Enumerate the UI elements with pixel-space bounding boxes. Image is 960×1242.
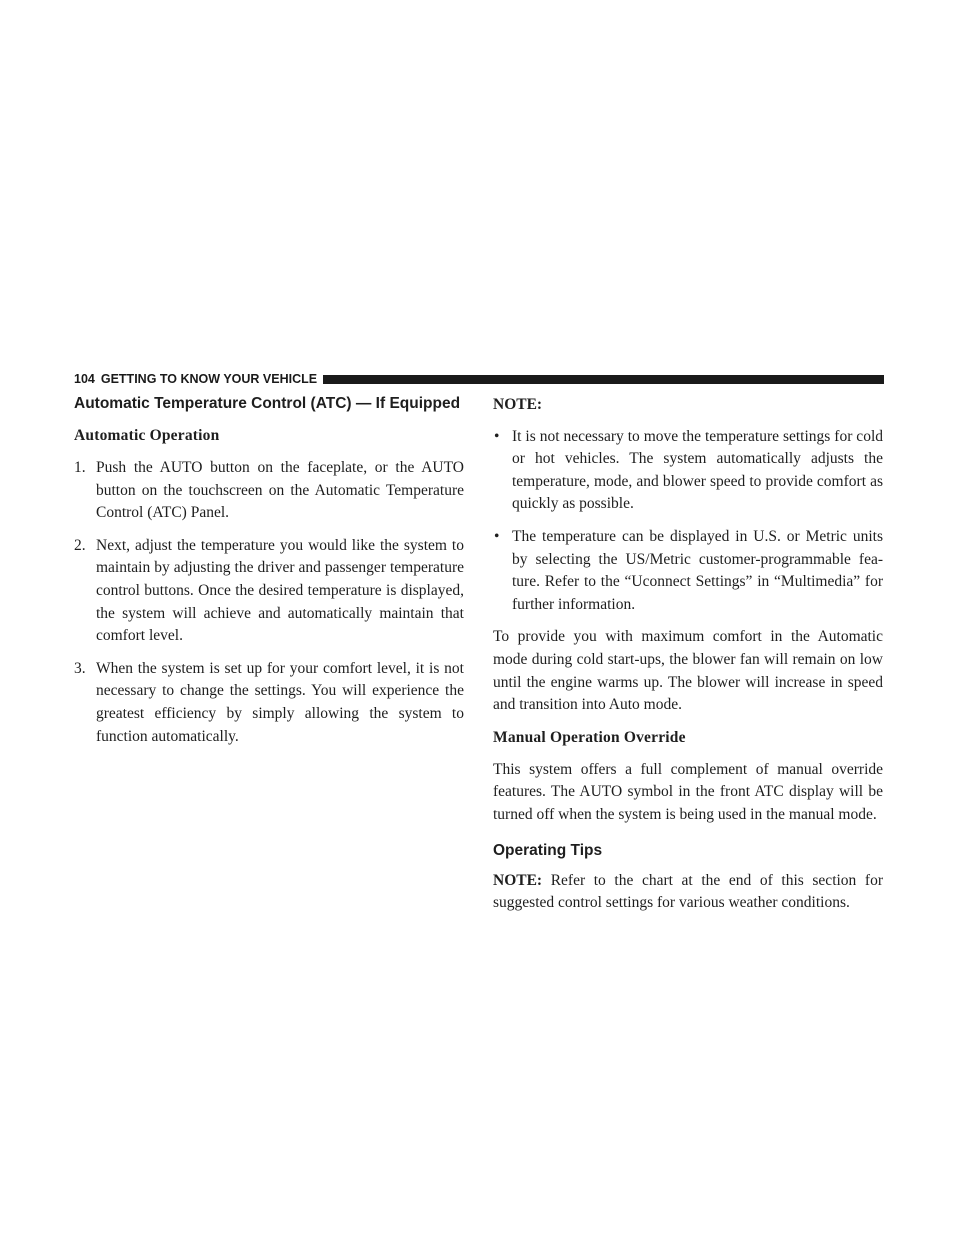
step-text: Next, adjust the temperature you would like the system to maintain by adjusting the driver and passenger temperature control buttons. Once the desired temperature is displayed, the system will achieve and automatically maintain that comfort level. (96, 536, 464, 645)
bullet-text: The temperature can be displayed in U.S. or Metric units by selecting the US/Metric customer-programmable feature. Refer to the “Uconnect Settings” in “Multimedia” for further information. (512, 527, 883, 613)
section-title: GETTING TO KNOW YOUR VEHICLE (100, 372, 318, 386)
subheading-manual-override: Manual Operation Override (493, 728, 686, 746)
subheading-automatic-operation: Automatic Operation (74, 427, 220, 444)
heading-operating-tips: Operating Tips (493, 841, 603, 859)
note-text: Refer to the chart at the end of this section for suggested control settings for various weather conditions. (493, 871, 883, 912)
step-number: 3. (74, 659, 86, 677)
bullet-symbol: • (494, 527, 500, 545)
paragraph-operating-tips-note (493, 870, 883, 915)
bullet-item (493, 426, 883, 516)
right-column (493, 394, 883, 925)
bullet-text: It is not necessary to move the temperature settings for cold or hot vehicles. The system automatically adjusts the temperature, mode, and blower speed to provide comfort as quickly as possible. (512, 427, 883, 513)
note-label-inline: NOTE: (493, 871, 543, 889)
step-item (74, 535, 464, 648)
bullet-item (493, 526, 883, 616)
left-column (74, 394, 464, 758)
paragraph-manual-override: This system offers a full complement of manual override features. The AUTO symbol in the front ATC display will be turned off when the system is being used in the manual mode. (493, 760, 883, 823)
page-number: 104 (74, 372, 95, 386)
step-number: 1. (74, 459, 86, 476)
section-heading: Automatic Temperature Control (ATC) — If Equipped (74, 395, 461, 412)
step-text: When the system is set up for your comfort level, it is not necessary to change the settings. You will experience the greatest efficiency by simply allowing the system to function automatically. (96, 659, 464, 745)
step-number: 2. (74, 536, 86, 554)
step-item (74, 658, 464, 748)
note-label: NOTE: (493, 396, 543, 413)
header-rule (323, 375, 884, 384)
page-header (74, 371, 884, 387)
bullet-symbol: • (494, 427, 500, 445)
step-item (74, 457, 464, 525)
step-text: Push the AUTO button on the faceplate, or the AUTO button on the touchscreen on the Automatic Temperature Control (ATC) Panel. (96, 459, 464, 522)
paragraph-cold-startup: To provide you with maximum comfort in the Automatic mode during cold start-ups, the blower fan will remain on low until the engine warms up. The blower will increase in speed and transition into Auto mode. (493, 628, 883, 714)
